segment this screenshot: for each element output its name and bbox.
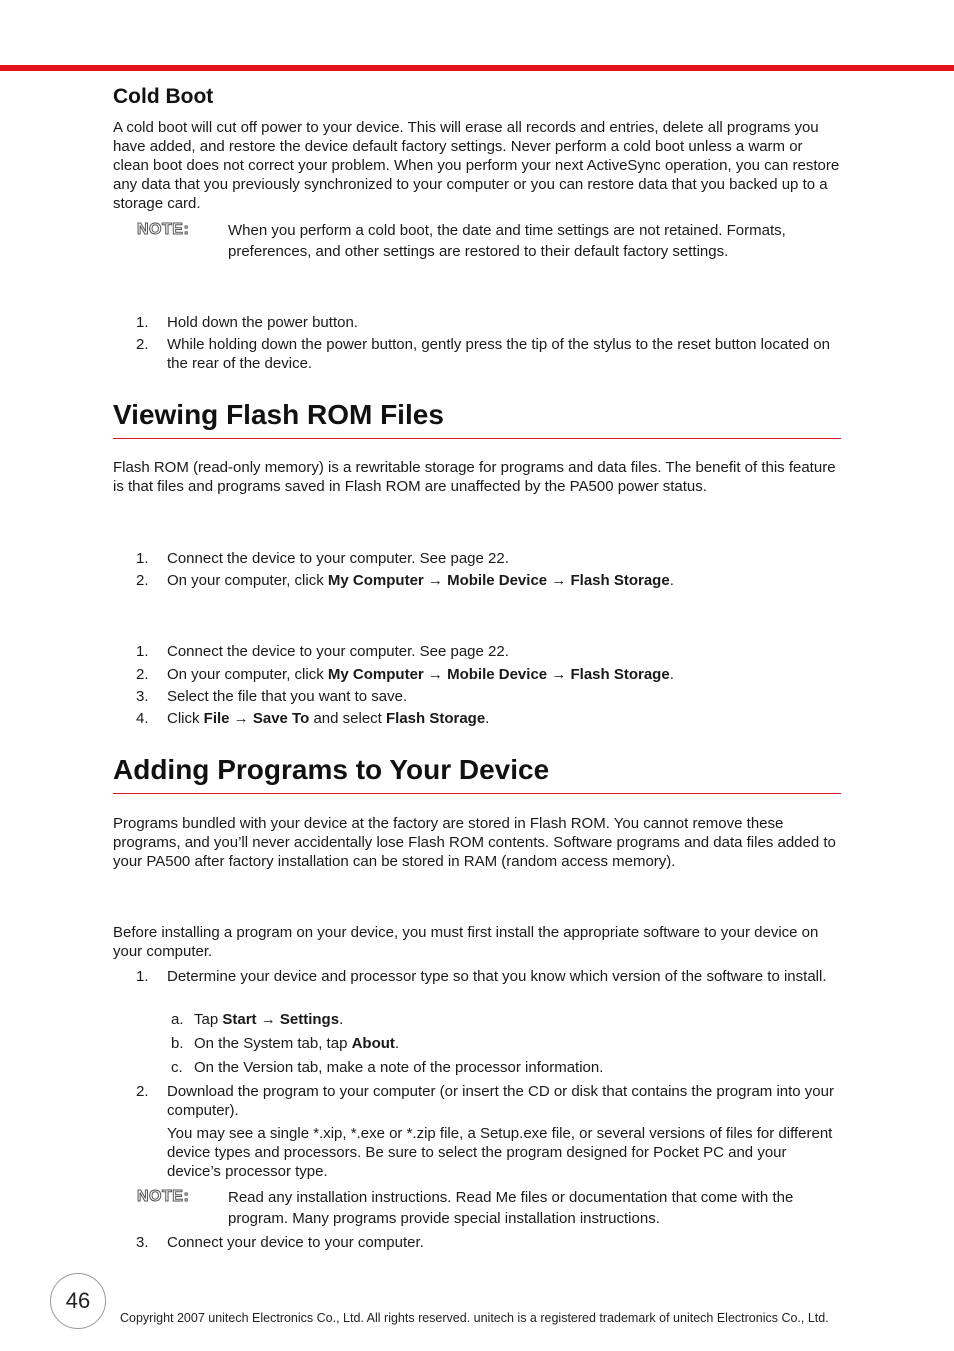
list-item: On your computer, click My Computer → Mobile Device → Flash Storage. xyxy=(167,572,674,589)
sublist-letter: c. xyxy=(171,1059,183,1076)
list-number: 1. xyxy=(136,968,149,985)
sublist-item: On the System tab, tap About. xyxy=(194,1035,400,1052)
list-number: 1. xyxy=(136,643,149,660)
sublist-letter: b. xyxy=(171,1035,184,1052)
flash-rom-paragraph: Flash ROM (read-only memory) is a rewritable storage for programs and data files. The benefit of this feature is that files and programs saved in Flash ROM are unaffected by the PA500 power status. xyxy=(113,459,836,495)
list-item: While holding down the power button, gently press the tip of the stylus to the reset button located on the rear of the device. xyxy=(167,336,830,372)
note-label: NOTE: xyxy=(137,221,190,238)
section-divider xyxy=(113,793,841,794)
list-item: Connect the device to your computer. See page 22. xyxy=(167,643,509,660)
list-number: 4. xyxy=(136,710,149,727)
sublist-letter: a. xyxy=(171,1011,184,1028)
page-number: 46 xyxy=(50,1273,106,1329)
list-number: 1. xyxy=(136,314,149,331)
section-heading-adding-programs: Adding Programs to Your Device xyxy=(113,754,550,785)
list-item: Download the program to your computer (or insert the CD or disk that contains the program into your computer). xyxy=(167,1083,834,1119)
note-text: Read any installation instructions. Read Me files or documentation that come with the program. Many programs provide special installation instructions. xyxy=(228,1189,794,1227)
list-item: Hold down the power button. xyxy=(167,314,358,331)
cold-boot-paragraph: A cold boot will cut off power to your device. This will erase all records and entries, delete all programs you have added, and restore the device default factory settings. Never perform a cold boot unless a warm or clean boot does not correct your problem. When you perform your next ActiveSync operation, you can restore any data that you previously synchronized to your computer or you can restore data that you backed up to a storage card. xyxy=(113,119,840,212)
list-number: 2. xyxy=(136,572,149,589)
list-number: 2. xyxy=(136,1083,149,1100)
sublist-item: Tap Start → Settings. xyxy=(194,1011,344,1028)
list-item: On your computer, click My Computer → Mobile Device → Flash Storage. xyxy=(167,666,674,683)
section-divider xyxy=(113,438,841,439)
list-number: 3. xyxy=(136,688,149,705)
list-item: Click File → Save To and select Flash Storage. xyxy=(167,710,490,727)
list-item: Connect the device to your computer. See page 22. xyxy=(167,550,509,567)
list-item: Connect your device to your computer. xyxy=(167,1234,424,1251)
note-text: When you perform a cold boot, the date and time settings are not retained. Formats, preferences, and other settings are restored to their default factory settings. xyxy=(228,222,786,260)
section-heading-flash-rom: Viewing Flash ROM Files xyxy=(113,399,444,430)
section-heading-cold-boot: Cold Boot xyxy=(113,85,214,108)
list-item: Select the file that you want to save. xyxy=(167,688,408,705)
list-item-continuation: You may see a single *.xip, *.exe or *.zip file, a Setup.exe file, or several versions of files for different device types and processors. Be sure to select the program designed for Pocket PC and your device’s processor type. xyxy=(167,1125,833,1180)
adding-paragraph: Programs bundled with your device at the factory are stored in Flash ROM. You cannot remove these programs, and you’ll never accidentally lose Flash ROM contents. Software programs and data files added to your PA500 after factory installation can be stored in RAM (random access memory). xyxy=(113,815,836,870)
header-red-bar xyxy=(0,65,954,71)
list-number: 3. xyxy=(136,1234,149,1251)
copyright-footer: Copyright 2007 unitech Electronics Co., Ltd. All rights reserved. unitech is a registered trademark of unitech Electronics Co., Ltd. xyxy=(120,1311,829,1325)
list-item: Determine your device and processor type so that you know which version of the software to install. xyxy=(167,968,827,985)
sublist-item: On the Version tab, make a note of the processor information. xyxy=(194,1059,604,1076)
list-number: 2. xyxy=(136,336,149,353)
adding-paragraph-2: Before installing a program on your device, you must first install the appropriate software to your device on your computer. xyxy=(113,924,819,960)
note-label: NOTE: xyxy=(137,1188,190,1205)
list-number: 2. xyxy=(136,666,149,683)
list-number: 1. xyxy=(136,550,149,567)
